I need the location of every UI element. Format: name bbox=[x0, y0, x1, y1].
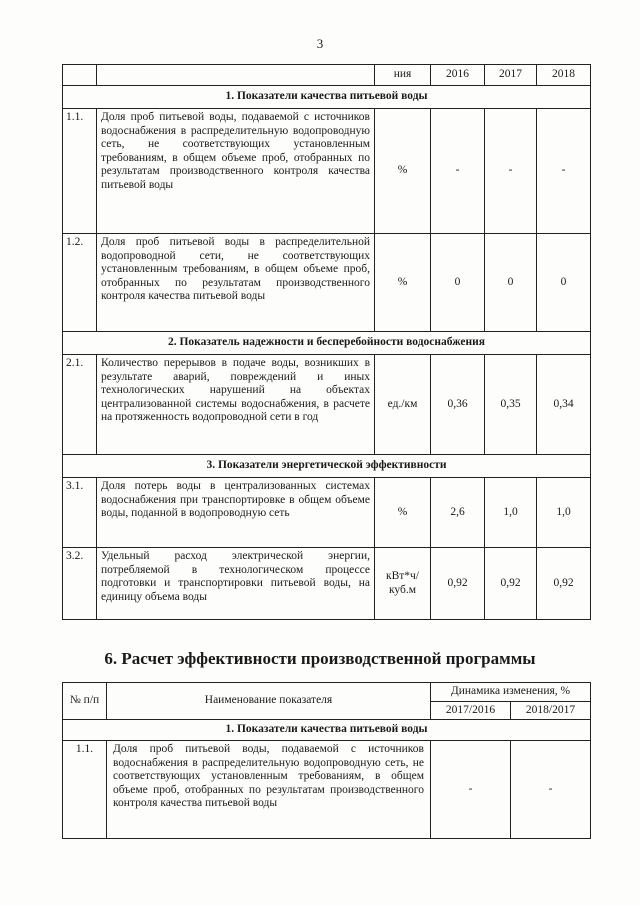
col-num-header: № п/п bbox=[63, 683, 107, 720]
col-period-2: 2018/2017 bbox=[511, 702, 591, 720]
table-row bbox=[63, 741, 591, 839]
col-dynamics-header: Динамика изменения, % bbox=[431, 683, 591, 702]
col-name-header: Наименование показателя bbox=[107, 683, 431, 720]
row-value-2018: 0,92 bbox=[537, 548, 591, 620]
row-value-2017: 1,0 bbox=[485, 478, 537, 548]
row-description: Доля проб питьевой воды, подаваемой с источников водоснабжения в распределительную водопроводную сеть, не соответствующих установленным требованиям, в общем объеме проб, отобранных по результатам производственного контроля качества питьевой воды bbox=[107, 741, 431, 839]
row-unit: % bbox=[375, 478, 431, 548]
table-row bbox=[63, 355, 591, 455]
row-number: 2.1. bbox=[63, 355, 97, 455]
header-desc-cell bbox=[97, 65, 375, 86]
section-row bbox=[63, 455, 591, 478]
row-value-2016: 0,92 bbox=[431, 548, 485, 620]
row-value-2017: - bbox=[485, 109, 537, 234]
row-description: Доля потерь воды в централизованных системах водоснабжения при транспортировке в общем объеме воды, поданной в водопроводную сеть bbox=[97, 478, 375, 548]
table-header-row bbox=[63, 683, 591, 702]
row-description: Количество перерывов в подаче воды, возникших в результате аварий, повреждений и иных технологических нарушений на объектах централизованной системы водоснабжения, в расчете на протяженность водопроводной сети в год bbox=[97, 355, 375, 455]
row-value-2017: 0,92 bbox=[485, 548, 537, 620]
row-description: Удельный расход электрической энергии, потребляемой в технологическом процессе подготовки и транспортировки питьевой воды, на единицу объема воды bbox=[97, 548, 375, 620]
row-number: 3.1. bbox=[63, 478, 97, 548]
row-value-2016: - bbox=[431, 109, 485, 234]
row-value-2016: 0 bbox=[431, 234, 485, 332]
table-row bbox=[63, 478, 591, 548]
header-year-2017: 2017 bbox=[485, 65, 537, 86]
section-title: 3. Показатели энергетической эффективности bbox=[63, 455, 591, 478]
header-year-2018: 2018 bbox=[537, 65, 591, 86]
row-value-period-1: - bbox=[431, 741, 511, 839]
row-value-2018: - bbox=[537, 109, 591, 234]
col-period-1: 2017/2016 bbox=[431, 702, 511, 720]
row-value-2017: 0 bbox=[485, 234, 537, 332]
section-row bbox=[63, 86, 591, 109]
row-value-2018: 0 bbox=[537, 234, 591, 332]
row-number: 1.1. bbox=[63, 109, 97, 234]
table-header-row bbox=[63, 65, 591, 86]
header-unit-cell: ния bbox=[375, 65, 431, 86]
efficiency-table bbox=[62, 682, 591, 839]
indicators-table bbox=[62, 64, 591, 620]
row-unit: кВт*ч/ куб.м bbox=[375, 548, 431, 620]
row-number: 1.1. bbox=[63, 741, 107, 839]
row-value-2018: 0,34 bbox=[537, 355, 591, 455]
section-title: 1. Показатели качества питьевой воды bbox=[63, 86, 591, 109]
row-value-2017: 0,35 bbox=[485, 355, 537, 455]
row-value-period-2: - bbox=[511, 741, 591, 839]
row-number: 3.2. bbox=[63, 548, 97, 620]
row-unit: ед./км bbox=[375, 355, 431, 455]
header-num-cell bbox=[63, 65, 97, 86]
row-description: Доля проб питьевой воды, подаваемой с источников водоснабжения в распределительную водопроводную сеть, не соответствующих установленным требованиям, в общем объеме проб, отобранных по результатам производственного контроля качества питьевой воды bbox=[97, 109, 375, 234]
row-unit: % bbox=[375, 109, 431, 234]
header-year-2016: 2016 bbox=[431, 65, 485, 86]
table-row bbox=[63, 109, 591, 234]
row-value-2018: 1,0 bbox=[537, 478, 591, 548]
row-value-2016: 0,36 bbox=[431, 355, 485, 455]
row-number: 1.2. bbox=[63, 234, 97, 332]
row-value-2016: 2,6 bbox=[431, 478, 485, 548]
section-title: 2. Показатель надежности и бесперебойности водоснабжения bbox=[63, 332, 591, 355]
section-title: 1. Показатели качества питьевой воды bbox=[63, 720, 591, 741]
table-row bbox=[63, 234, 591, 332]
page-number: 3 bbox=[316, 36, 324, 51]
table-row bbox=[63, 548, 591, 620]
row-description: Доля проб питьевой воды в распределительной водопроводной сети, не соответствующих установленным требованиям, в общем объеме проб, отобранных по результатам производственного контроля качества питьевой воды bbox=[97, 234, 375, 332]
row-unit: % bbox=[375, 234, 431, 332]
section-row bbox=[63, 720, 591, 741]
section-row bbox=[63, 332, 591, 355]
section-heading: 6. Расчет эффективности производственной программы bbox=[104, 649, 536, 668]
